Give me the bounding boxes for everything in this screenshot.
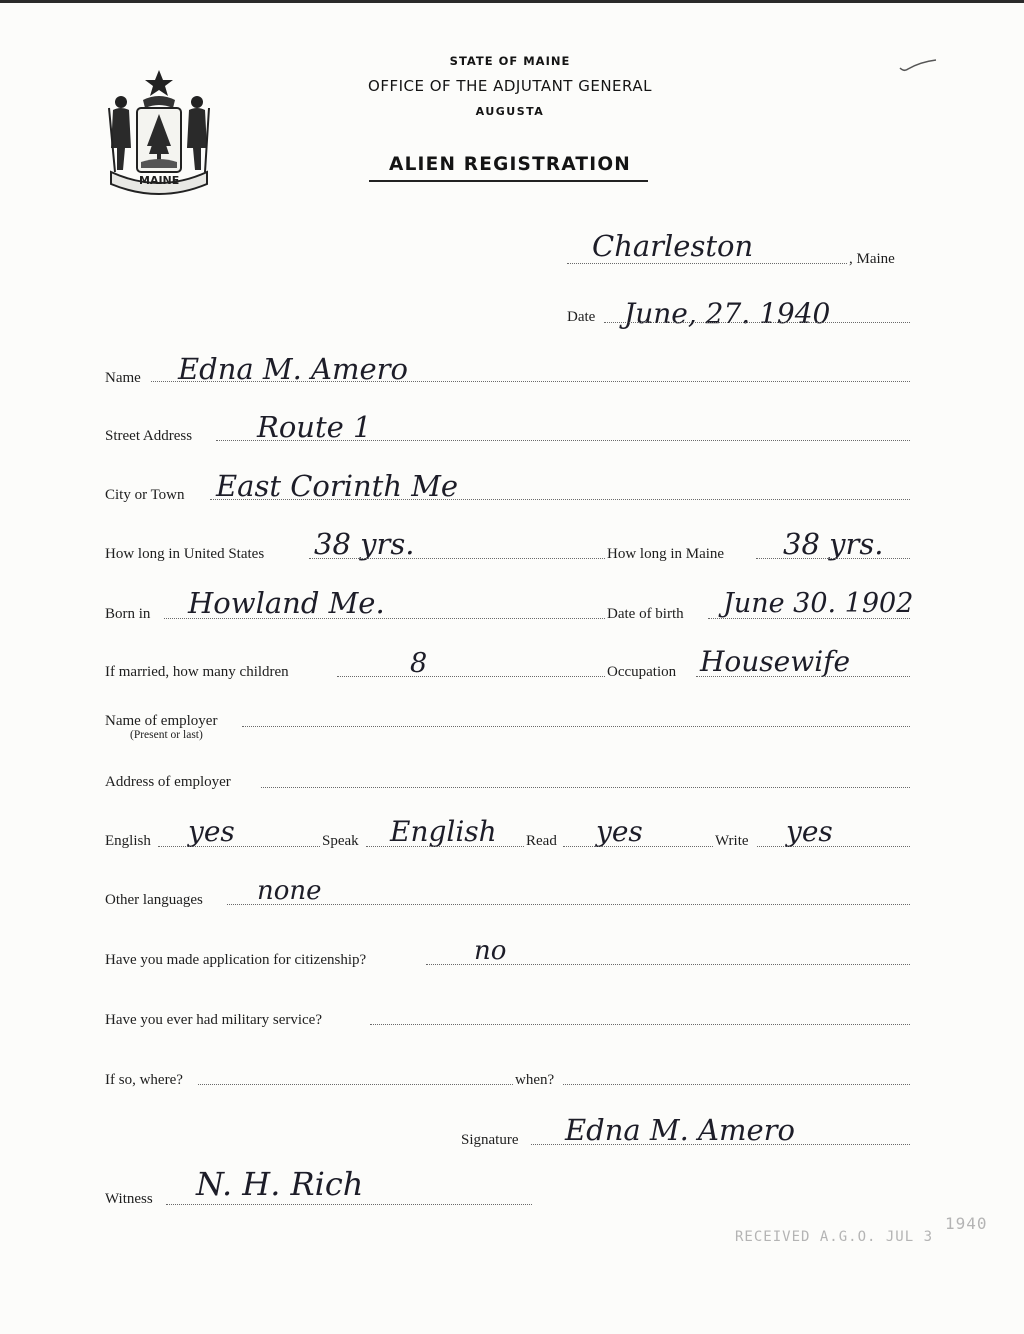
- date-of-birth-dotline: [708, 618, 910, 619]
- street-dotline: [216, 440, 910, 441]
- how-long-maine-dotline: [756, 558, 910, 559]
- children-label: If married, how many children: [105, 664, 289, 680]
- title-underline: [369, 180, 648, 182]
- other-languages-dotline: [227, 904, 910, 905]
- witness-dotline: [166, 1204, 532, 1205]
- speak-value: English: [390, 815, 497, 848]
- occupation-dotline: [696, 676, 910, 677]
- received-stamp-year: 1940: [945, 1214, 988, 1233]
- received-stamp: [735, 1214, 988, 1245]
- signature-value: Edna M. Amero: [565, 1113, 795, 1147]
- other-languages-label: Other languages: [105, 892, 203, 908]
- occupation-value: Housewife: [700, 645, 851, 678]
- city-value: East Corinth Me: [216, 469, 459, 503]
- employer-address-dotline: [261, 787, 910, 788]
- date-label: Date: [567, 309, 596, 325]
- read-label: Read: [526, 833, 557, 849]
- name-value: Edna M. Amero: [178, 352, 408, 386]
- city-label: City or Town: [105, 487, 185, 503]
- signature-dotline: [531, 1144, 910, 1145]
- citizenship-label: Have you made application for citizenship?: [105, 952, 367, 968]
- born-in-label: Born in: [105, 606, 151, 622]
- citizenship-dotline: [426, 964, 910, 965]
- military-dotline: [370, 1024, 910, 1025]
- where-dotline: [198, 1084, 513, 1085]
- how-long-us-value: 38 yrs.: [314, 527, 415, 561]
- form-title: ALIEN REGISTRATION: [389, 154, 631, 175]
- born-in-value: Howland Me.: [188, 586, 385, 620]
- witness-value: N. H. Rich: [196, 1165, 364, 1203]
- date-of-birth-value: June 30. 1902: [723, 588, 914, 619]
- signature-label: Signature: [461, 1132, 519, 1148]
- military-label: Have you ever had military service?: [105, 1012, 322, 1028]
- how-long-us-dotline: [309, 558, 605, 559]
- city-dotline: [210, 499, 910, 500]
- other-languages-value: none: [257, 876, 322, 906]
- children-value: 8: [410, 648, 428, 679]
- date-dotline: [604, 322, 910, 323]
- when-dotline: [563, 1084, 910, 1085]
- born-in-dotline: [164, 618, 605, 619]
- employer-dotline: [242, 726, 910, 727]
- name-dotline: [151, 381, 910, 382]
- speak-dotline: [366, 846, 524, 847]
- street-value: Route 1: [257, 410, 372, 444]
- how-long-maine-value: 38 yrs.: [783, 527, 884, 561]
- occupation-label: Occupation: [607, 664, 677, 680]
- employer-sublabel: (Present or last): [130, 729, 203, 741]
- when-label: when?: [515, 1072, 555, 1088]
- witness-label: Witness: [105, 1191, 153, 1207]
- english-dotline: [158, 846, 320, 847]
- location-suffix: , Maine: [849, 251, 895, 267]
- read-value: yes: [596, 815, 643, 848]
- date-value: June, 27. 1940: [624, 297, 831, 330]
- employer-address-label: Address of employer: [105, 774, 231, 790]
- street-label: Street Address: [105, 428, 193, 444]
- citizenship-value: no: [474, 936, 507, 966]
- how-long-maine-label: How long in Maine: [607, 546, 725, 562]
- write-label: Write: [715, 833, 749, 849]
- english-label: English: [105, 833, 151, 849]
- where-label: If so, where?: [105, 1072, 183, 1088]
- children-dotline: [337, 676, 605, 677]
- header-state: STATE OF MAINE: [449, 54, 571, 68]
- header-city: AUGUSTA: [475, 105, 545, 118]
- read-dotline: [563, 846, 713, 847]
- location-town-value: Charleston: [592, 229, 754, 263]
- location-dotline: [567, 263, 847, 264]
- received-stamp-text: RECEIVED A.G.O. JUL 3: [735, 1229, 934, 1245]
- write-dotline: [757, 846, 910, 847]
- header-office: OFFICE OF THE ADJUTANT GENERAL: [368, 77, 652, 95]
- english-value: yes: [188, 815, 235, 848]
- write-value: yes: [786, 815, 833, 848]
- date-of-birth-label: Date of birth: [607, 606, 684, 622]
- seal-banner-text: MAINE: [139, 174, 180, 187]
- name-label: Name: [105, 370, 141, 386]
- checkmark-icon: [898, 58, 938, 74]
- employer-label: Name of employer: [105, 713, 218, 729]
- speak-label: Speak: [322, 833, 359, 849]
- how-long-us-label: How long in United States: [105, 546, 265, 562]
